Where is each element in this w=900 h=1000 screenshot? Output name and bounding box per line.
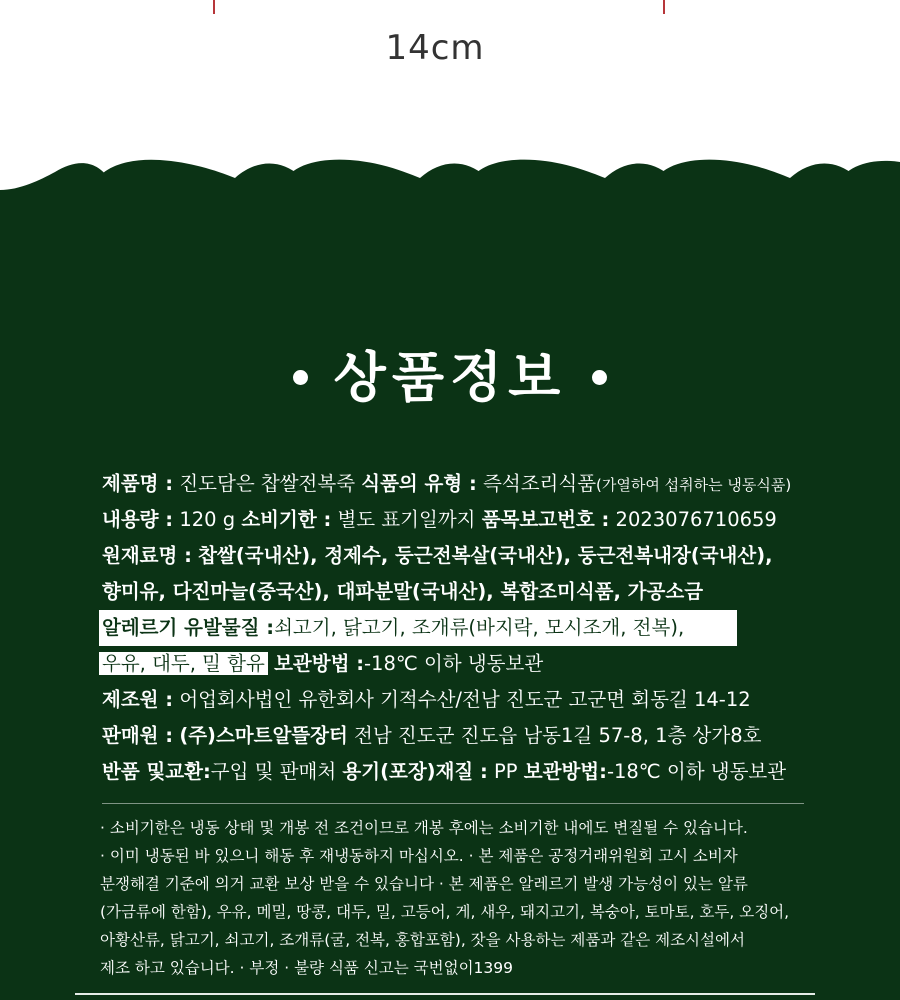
bottom-divider [75,993,815,995]
name-label: 제품명 : [102,472,174,495]
return-value: 구입 및 판매처 [210,760,337,783]
bullet-icon [293,370,308,385]
info-row-maker [102,682,862,718]
section-title [0,335,900,412]
info-row-ingredients [102,538,862,574]
allergy-label: 알레르기 유발물질 : [102,616,275,639]
section-title-text: 상품정보 [333,346,567,409]
allergy-highlight [99,610,737,646]
dimension-tick-right [663,0,665,14]
type-label: 식품의 유형 : [361,472,477,495]
info-row-allergy-cont [102,646,862,682]
seller-name: (주)스마트알뜰장터 [179,724,348,747]
volume-label: 내용량 : [102,508,174,531]
report-label: 품목보고번호 : [481,508,610,531]
ingredients-line1: 찹쌀(국내산), 정제수, 둥근전복살(국내산), 둥근전복내장(국내산), [198,544,773,567]
ingredients-line2: 향미유, 다진마늘(중국산), 대파분말(국내산), 복합조미식품, 가공소금 [102,580,704,603]
notice-line: · 소비기한은 냉동 상태 및 개봉 전 조건이므로 개봉 후에는 소비기한 내에도 변질될 수 있습니다. [100,819,748,837]
dimension-tick-left [213,0,215,14]
notice-line: 아황산류, 닭고기, 쇠고기, 조개류(굴, 전복, 홍합포함), 잣을 사용하는 제품과 같은 제조시설에서 [100,931,745,949]
info-row-allergy [102,610,862,646]
allergy-line1: 쇠고기, 닭고기, 조개류(바지락, 모시조개, 전복), [274,616,685,639]
seller-label: 판매원 : [102,724,174,747]
name-value: 진도담은 찹쌀전복죽 [179,472,356,495]
volume-value: 120 g [179,508,236,531]
material-value: PP [494,760,518,783]
dimension-label: 14cm [385,28,485,68]
return-label: 반품 및교환: [102,760,211,783]
maker-value: 어업회사법인 유한회사 기적수산/전남 진도군 고군면 회동길 14-12 [179,688,751,711]
info-row-ingredients-cont [102,574,862,610]
maker-label: 제조원 : [102,688,174,711]
info-row-seller [102,718,862,754]
type-note: (가열하여 섭취하는 냉동식품) [596,476,792,494]
allergy-highlight-2 [99,652,268,675]
notice-line: (가금류에 한함), 우유, 메밀, 땅콩, 대두, 밀, 고등어, 게, 새우, 돼지고기, 복숭아, 토마토, 호두, 오징어, [100,903,790,921]
type-value: 즉석조리식품 [483,472,597,495]
notice-line: · 이미 냉동된 바 있으니 해동 후 재냉동하지 마십시오. · 본 제품은 공정거래위원회 고시 소비자 [100,847,738,865]
bullet-icon [592,370,607,385]
storage-label: 보관방법 : [274,652,364,675]
info-row-return [102,754,862,790]
storage-value: -18℃ 이하 냉동보관 [364,652,544,675]
expiry-value: 별도 표기일까지 [337,508,476,531]
storage2-value: -18℃ 이하 냉동보관 [606,760,787,783]
storage2-label: 보관방법: [523,760,607,783]
material-label: 용기(포장)재질 : [342,760,488,783]
allergy-line2: 우유, 대두, 밀 함유 [102,652,265,675]
product-info-table [102,466,862,790]
seller-address: 전남 진도군 진도읍 남동1길 57-8, 1층 상가8호 [354,724,762,747]
report-value: 2023076710659 [615,508,777,531]
info-row-volume [102,502,862,538]
info-row-name [102,466,862,502]
wave-divider [0,150,900,220]
notice-list [100,814,820,982]
notice-line: 분쟁해결 기준에 의거 교환 보상 받을 수 있습니다 · 본 제품은 알레르기 발생 가능성이 있는 알류 [100,875,748,893]
notes-divider [102,803,804,804]
notice-line: 제조 하고 있습니다. · 부정 · 불량 식품 신고는 국번없이1399 [100,959,514,977]
ingredients-label: 원재료명 : [102,544,192,567]
expiry-label: 소비기한 : [241,508,332,531]
